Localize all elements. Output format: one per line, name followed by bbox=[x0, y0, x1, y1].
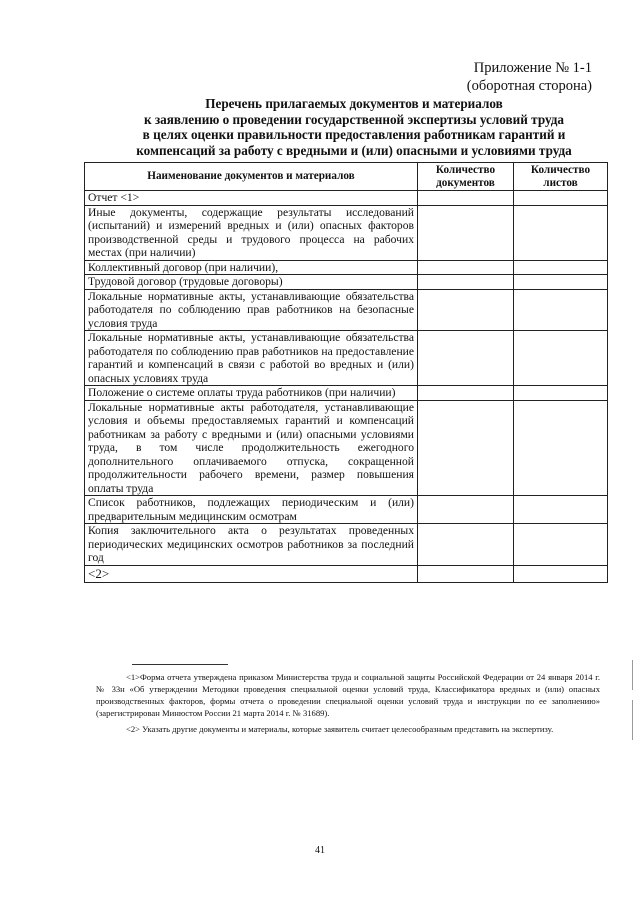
row-docs[interactable] bbox=[418, 496, 514, 524]
row-sheets[interactable] bbox=[514, 191, 608, 206]
table-row bbox=[85, 191, 608, 206]
title-line3: в целях оценки правильности предоставления работникам гарантий и bbox=[142, 127, 566, 143]
title-line4: компенсаций за работу с вредными и (или) опасными и условиями труда bbox=[136, 143, 572, 159]
row-docs[interactable] bbox=[418, 524, 514, 566]
footnote-divider bbox=[132, 664, 228, 665]
documents-table bbox=[84, 162, 608, 583]
row-sheets[interactable] bbox=[514, 400, 608, 496]
row-name: Локальные нормативные акты работодателя, устанавливающие условия и объемы предоставляемых гарантий и компенсаций работникам за работу с вредными и (или) опасными условиями труда, в том числе продолжительность ежегодного дополнительного оплачиваемого отпуска, сокращенной продолжительности рабочего времени, размер повышения оплаты труда bbox=[85, 400, 418, 496]
row-name: Отчет <1> bbox=[85, 191, 418, 206]
appendix-line1: Приложение № 1-1 bbox=[473, 60, 592, 76]
row-name: Положение о системе оплаты труда работников (при наличии) bbox=[85, 386, 418, 401]
table-row bbox=[85, 275, 608, 290]
table-header-row bbox=[85, 163, 608, 191]
table-row bbox=[85, 565, 608, 582]
row-sheets[interactable] bbox=[514, 331, 608, 386]
table-row bbox=[85, 386, 608, 401]
row-sheets[interactable] bbox=[514, 496, 608, 524]
row-sheets[interactable] bbox=[514, 275, 608, 290]
row-docs[interactable] bbox=[418, 275, 514, 290]
scan-edge-mark bbox=[632, 700, 633, 740]
row-sheets[interactable] bbox=[514, 565, 608, 582]
table-row bbox=[85, 289, 608, 331]
header-count-sheets: Количество листов bbox=[514, 163, 608, 191]
footnotes bbox=[96, 664, 600, 735]
row-docs[interactable] bbox=[418, 289, 514, 331]
row-sheets[interactable] bbox=[514, 205, 608, 260]
row-sheets[interactable] bbox=[514, 524, 608, 566]
row-docs[interactable] bbox=[418, 565, 514, 582]
row-name: Коллективный договор (при наличии), bbox=[85, 260, 418, 275]
appendix-label bbox=[467, 59, 592, 95]
row-docs[interactable] bbox=[418, 331, 514, 386]
table-row bbox=[85, 400, 608, 496]
row-sheets[interactable] bbox=[514, 260, 608, 275]
row-docs[interactable] bbox=[418, 386, 514, 401]
row-name: Трудовой договор (трудовые договоры) bbox=[85, 275, 418, 290]
document-title bbox=[84, 96, 624, 159]
header-name: Наименование документов и материалов bbox=[85, 163, 418, 191]
row-name: Копия заключительного акта о результатах проведенных периодических медицинских осмотров работников за последний год bbox=[85, 524, 418, 566]
page-number: 41 bbox=[315, 845, 325, 856]
row-name: Иные документы, содержащие результаты исследований (испытаний) и измерений вредных и (или) опасных факторов производственной среды и трудового процесса на рабочих местах (при наличии) bbox=[85, 205, 418, 260]
row-name: Список работников, подлежащих периодическим и (или) предварительным медицинским осмотрам bbox=[85, 496, 418, 524]
table-row bbox=[85, 260, 608, 275]
footnote-2: <2> Указать другие документы и материалы, которые заявитель считает целесообразным представить на экспертизу. bbox=[126, 724, 554, 734]
row-name: <2> bbox=[85, 565, 418, 582]
row-sheets[interactable] bbox=[514, 289, 608, 331]
row-sheets[interactable] bbox=[514, 386, 608, 401]
footnote-1: <1>Форма отчета утверждена приказом Министерства труда и социальной защиты Российской Федерации от 24 января 2014 г. № 33н «Об утверждении Методики проведения специальной оценки условий труда, Классификатора вредных и (или) опасных производственных факторов, формы отчета о проведении специальной оценки условий труда и инструкции по ее заполнению» (зарегистрирован Минюстом России 21 марта 2014 г. № 31689). bbox=[96, 672, 600, 718]
row-name: Локальные нормативные акты, устанавливающие обязательства работодателя по соблюдению прав работников на предоставление гарантий и компенсаций в связи с работой во вредных и (или) опасных условиях труда bbox=[85, 331, 418, 386]
scan-edge-mark bbox=[632, 660, 633, 690]
table-row bbox=[85, 331, 608, 386]
title-line1: Перечень прилагаемых документов и материалов bbox=[205, 96, 503, 111]
row-docs[interactable] bbox=[418, 205, 514, 260]
row-docs[interactable] bbox=[418, 400, 514, 496]
row-name: Локальные нормативные акты, устанавливающие обязательства работодателя по соблюдению прав работников на безопасные условия труда bbox=[85, 289, 418, 331]
appendix-line2: (оборотная сторона) bbox=[466, 78, 592, 94]
row-docs[interactable] bbox=[418, 191, 514, 206]
table-row bbox=[85, 205, 608, 260]
table-row bbox=[85, 524, 608, 566]
table-row bbox=[85, 496, 608, 524]
row-docs[interactable] bbox=[418, 260, 514, 275]
title-line2: к заявлению о проведении государственной экспертизы условий труда bbox=[143, 111, 565, 127]
header-count-docs: Количество документов bbox=[418, 163, 514, 191]
